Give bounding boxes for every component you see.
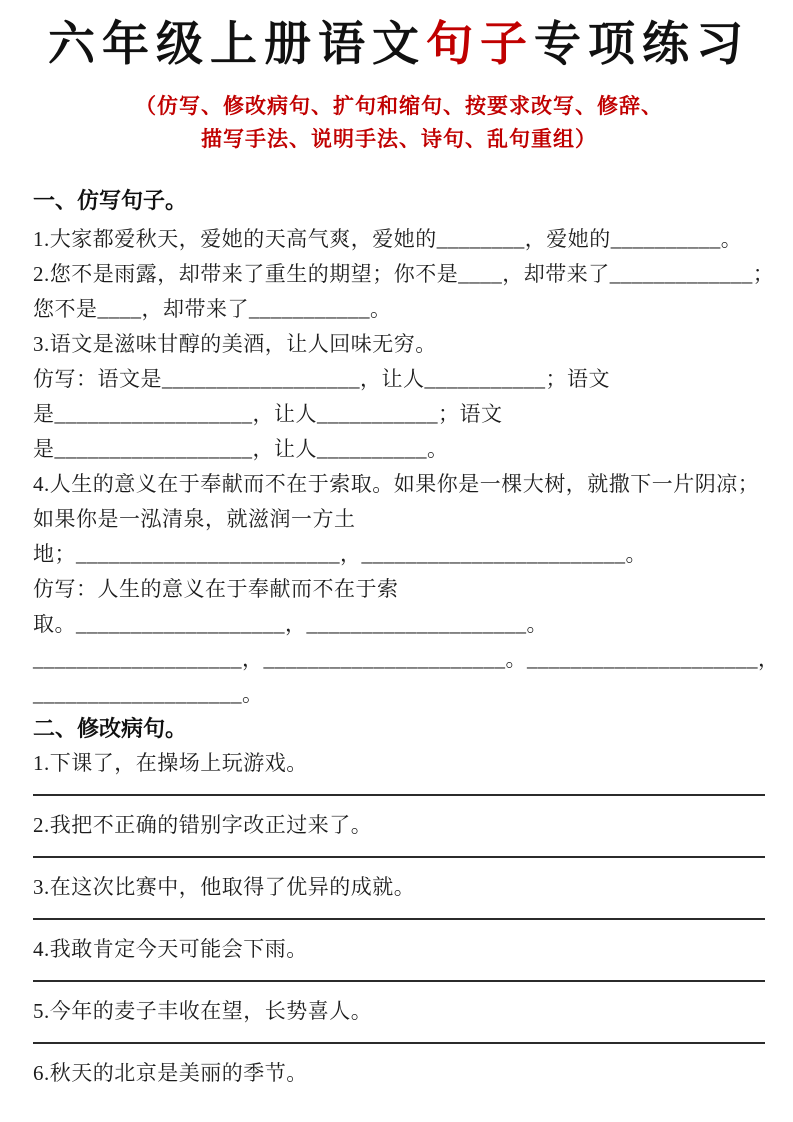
section-1-heading: 一、仿写句子。 [33, 188, 188, 213]
title-suffix: 专项练习 [534, 19, 750, 71]
s2-item [33, 936, 765, 982]
s1-line: 是__________________，让人___________；语文 [33, 402, 503, 426]
s2-item [33, 874, 765, 920]
answer-blank-line [33, 1042, 765, 1044]
s1-line: 4.人生的意义在于奉献而不在于索取。如果你是一棵大树，就撒下一片阴凉； [33, 472, 760, 496]
answer-blank-line [33, 794, 765, 796]
s2-sentence: 4.我敢肯定今天可能会下雨。 [33, 937, 308, 961]
s1-line: 如果你是一泓清泉，就滋润一方土 [33, 507, 356, 531]
s1-line: 您不是____，却带来了___________。 [33, 297, 392, 321]
s1-line: ___________________，______________________。_____________________， [33, 647, 780, 671]
s2-sentence: 3.在这次比赛中，他取得了优异的成就。 [33, 875, 416, 899]
s1-line: 仿写：语文是__________________，让人___________；语文 [33, 367, 610, 391]
s1-line: 地；________________________，________________________。 [33, 542, 647, 566]
s1-line: ___________________。 [33, 682, 264, 706]
answer-blank-line [33, 856, 765, 858]
s1-line: 2.您不是雨露，却带来了重生的期望；你不是____，却带来了_____________； [33, 262, 775, 286]
s1-line: 3.语文是滋味甘醇的美酒，让人回味无穷。 [33, 332, 437, 356]
s1-line: 1.大家都爱秋天，爱她的天高气爽，爱她的________，爱她的__________。 [33, 227, 743, 251]
s2-sentence: 6.秋天的北京是美丽的季节。 [33, 1061, 308, 1085]
page-title [33, 14, 765, 76]
subtitle [33, 90, 765, 156]
section-2-body [33, 750, 765, 1086]
s1-line: 是__________________，让人__________。 [33, 437, 449, 461]
title-highlight: 句子 [426, 19, 534, 71]
s2-item [33, 1060, 765, 1086]
subtitle-line-1: （仿写、修改病句、扩句和缩句、按要求改写、修辞、 [135, 94, 663, 118]
answer-blank-line [33, 980, 765, 982]
answer-blank-line [33, 918, 765, 920]
s2-item [33, 998, 765, 1044]
s2-sentence: 1.下课了，在操场上玩游戏。 [33, 751, 308, 775]
title-prefix: 六年级上册语文 [48, 19, 426, 71]
s2-item [33, 750, 765, 796]
s1-line: 取。___________________，____________________。 [33, 612, 548, 636]
s1-line: 仿写：人生的意义在于奉献而不在于索 [33, 577, 399, 601]
subtitle-line-2: 描写手法、说明手法、诗句、乱句重组） [201, 127, 597, 151]
s2-sentence: 5.今年的麦子丰收在望，长势喜人。 [33, 999, 373, 1023]
s2-sentence: 2.我把不正确的错别字改正过来了。 [33, 813, 373, 837]
s2-item [33, 812, 765, 858]
section-1-body [33, 222, 780, 712]
section-2-heading: 二、修改病句。 [33, 716, 188, 741]
